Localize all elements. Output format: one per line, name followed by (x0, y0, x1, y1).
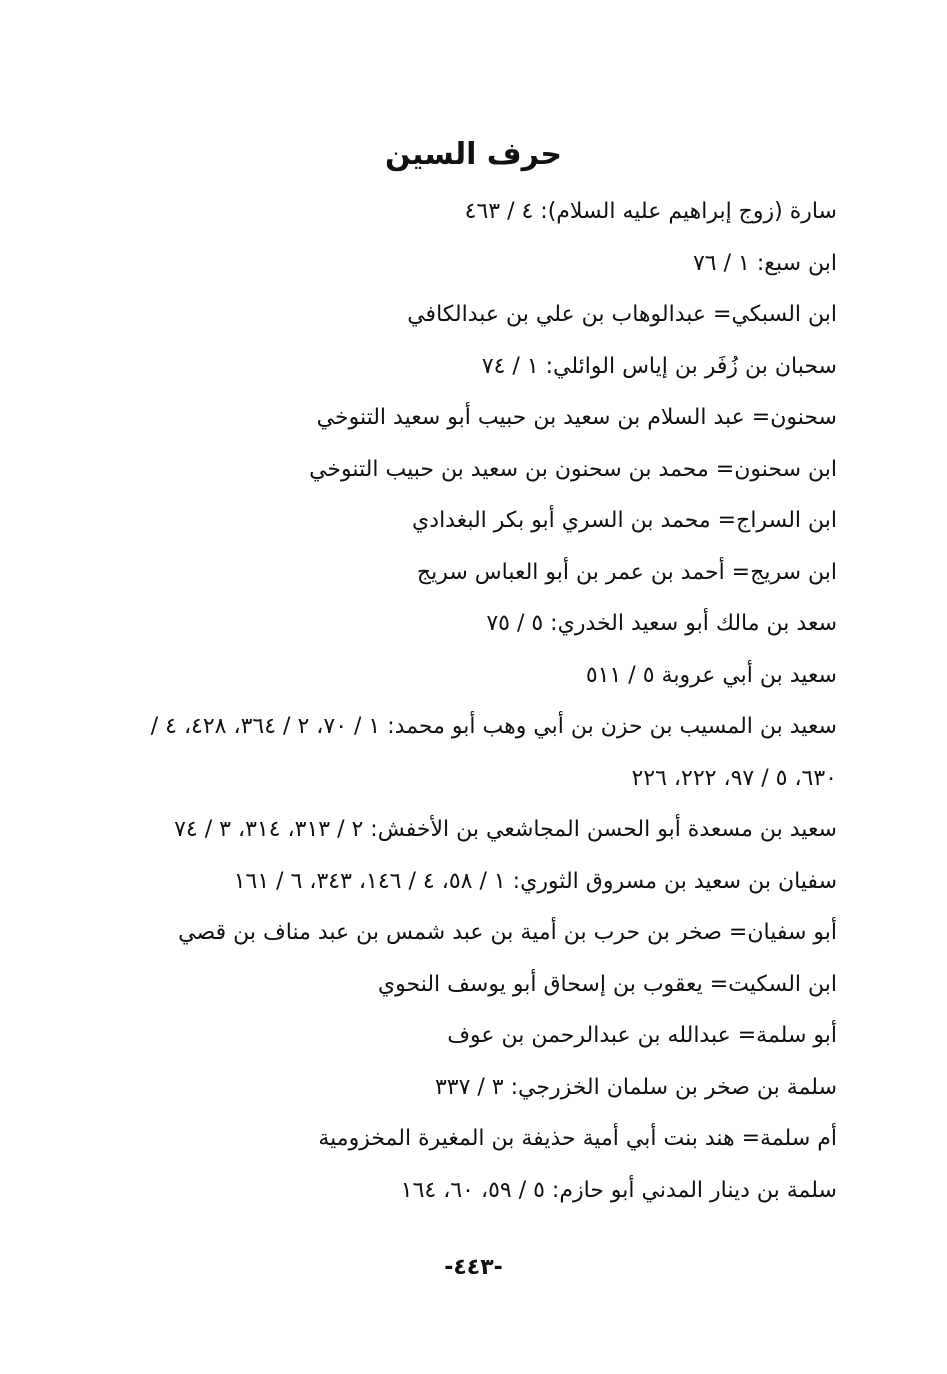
index-entry: سعيد بن المسيب بن حزن بن أبي وهب أبو محمد: ١ / ٧٠، ٢ / ٣٦٤، ٤٢٨، ٤ / ٦٣٠، ٥ / ٩٧، ٢٢٢، ٢٢٦ (150, 714, 837, 791)
index-entry: أبو سلمة= عبدالله بن عبدالرحمن بن عوف (447, 1023, 837, 1048)
index-entry: ابن السكيت= يعقوب بن إسحاق أبو يوسف النحوي (377, 971, 837, 997)
index-entry: ابن السراج= محمد بن السري أبو بكر البغدادي (412, 508, 837, 533)
index-entry: ابن سحنون= محمد بن سحنون بن سعيد بن حبيب التنوخي (309, 456, 837, 482)
index-entry: سحبان بن زُفَر بن إياس الوائلي: ١ / ٧٤ (481, 353, 837, 379)
index-entry: سحنون= عبد السلام بن سعيد بن حبيب أبو سعيد التنوخي (316, 405, 837, 430)
index-entry: ابن سريج= أحمد بن عمر بن أبو العباس سريج (416, 559, 837, 585)
section-heading (0, 130, 947, 180)
index-entry: سلمة بن دينار المدني أبو حازم: ٥ / ٥٩، ٦٠، ١٦٤ (400, 1177, 837, 1203)
index-entry: سلمة بن صخر بن سلمان الخزرجي: ٣ / ٣٣٧ (434, 1074, 837, 1100)
index-entry: أبو سفيان= صخر بن حرب بن أمية بن عبد شمس بن عبد مناف بن قصي (178, 920, 837, 945)
index-entry: سعيد بن أبي عروبة ٥ / ٥١١ (585, 662, 837, 688)
index-entry: سعيد بن مسعدة أبو الحسن المجاشعي بن الأخفش: ٢ / ٣١٣، ٣١٤، ٣ / ٧٤ (174, 817, 837, 842)
index-entry: ابن السبكي= عبدالوهاب بن علي بن عبدالكافي (407, 302, 837, 327)
index-entry: ابن سبع: ١ / ٧٦ (692, 250, 837, 276)
section-heading-text: حرف السين (385, 137, 562, 172)
index-entries (117, 186, 837, 1216)
index-entry: أم سلمة= هند بنت أبي أمية حذيفة بن المغيرة المخزومية (318, 1126, 837, 1151)
index-entry: سعد بن مالك أبو سعيد الخدري: ٥ / ٧٥ (486, 611, 837, 636)
index-entry: سارة (زوج إبراهيم عليه السلام): ٤ / ٤٦٣ (464, 199, 837, 224)
page-number: -٤٤٣- (444, 1255, 503, 1280)
index-entry: سفيان بن سعيد بن مسروق الثوري: ١ / ٥٨، ٤ / ١٤٦، ٣٤٣، ٦ / ١٦١ (233, 868, 837, 894)
